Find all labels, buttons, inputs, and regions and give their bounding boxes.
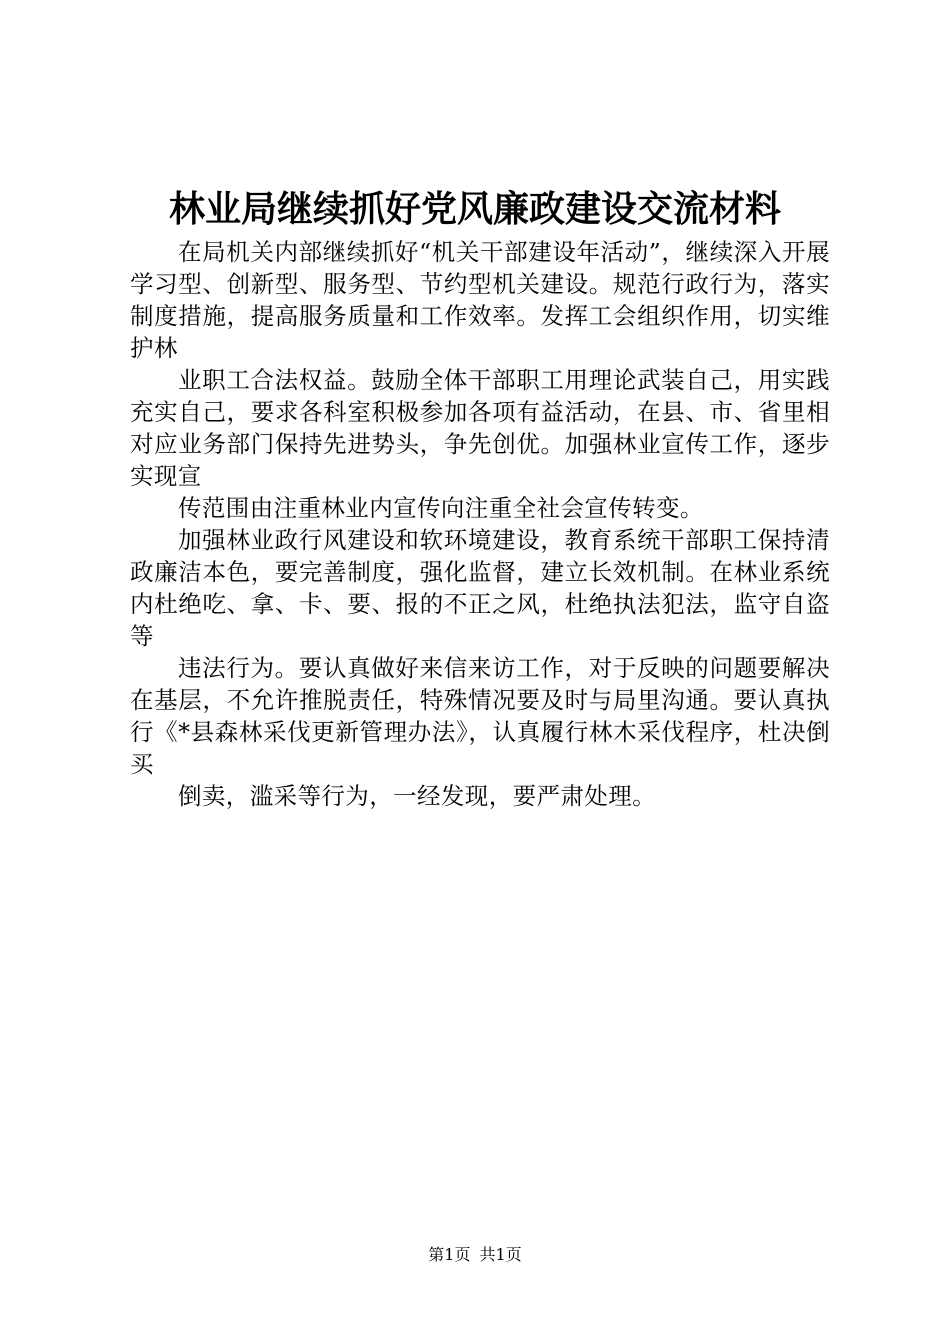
page-footer xyxy=(0,1244,950,1266)
paragraph: 业职工合法权益。鼓励全体干部职工用理论武装自己，用实践充实自己，要求各科室积极参加各项有益活动，在县、市、省里相对应业务部门保持先进势头，争先创优。加强林业宣传工作，逐步实现宣 xyxy=(130,366,830,490)
paragraph: 倒卖，滥采等行为，一经发现，要严肃处理。 xyxy=(178,782,656,810)
paragraph: 违法行为。要认真做好来信来访工作，对于反映的问题要解决在基层，不允许推脱责任，特殊情况要及时与局里沟通。要认真执行《*县森林采伐更新管理办法》，认真履行林木采伐程序，杜决倒买 xyxy=(130,654,830,778)
page-total: 共1页 xyxy=(479,1245,522,1264)
paragraph: 在局机关内部继续抓好“机关干部建设年活动”，继续深入开展学习型、创新型、服务型、节约型机关建设。规范行政行为，落实制度措施，提高服务质量和工作效率。发挥工会组织作用，切实维护林 xyxy=(130,238,830,362)
paragraph: 传范围由注重林业内宣传向注重全社会宣传转变。 xyxy=(178,494,704,522)
document-title: 林业局继续抓好党风廉政建设交流材料 xyxy=(168,188,781,230)
page-number: 第1页 xyxy=(428,1245,471,1264)
paragraph: 加强林业政行风建设和软环境建设，教育系统干部职工保持清政廉洁本色，要完善制度，强化监督，建立长效机制。在林业系统内杜绝吃、拿、卡、要、报的不正之风，杜绝执法犯法，监守自盗等 xyxy=(130,526,830,650)
document-body xyxy=(130,236,830,812)
